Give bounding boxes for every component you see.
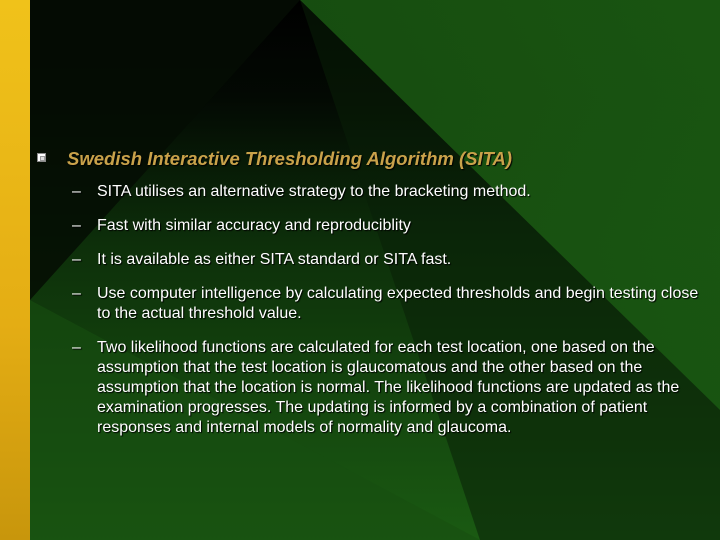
slide-heading: Swedish Interactive Thresholding Algorithm (SITA) xyxy=(67,148,513,169)
bullet-item xyxy=(72,182,712,202)
bullet-item xyxy=(72,338,712,438)
bullet-text: SITA utilises an alternative strategy to the bracketing method. xyxy=(97,183,531,200)
bullet-text: Use computer intelligence by calculating expected thresholds and begin testing close to the actual threshold value. xyxy=(97,285,699,322)
bullet-item xyxy=(72,284,712,324)
dash-marker: – xyxy=(72,285,81,302)
dash-marker: – xyxy=(72,183,81,200)
left-accent-band xyxy=(0,0,30,540)
bullet-text: It is available as either SITA standard or SITA fast. xyxy=(97,251,452,268)
bullet-text: Fast with similar accuracy and reproduciblity xyxy=(97,217,411,234)
bullet-item xyxy=(72,216,712,236)
bullet-list xyxy=(72,182,712,452)
dash-marker: – xyxy=(72,251,81,268)
dash-marker: – xyxy=(72,217,81,234)
dash-marker: – xyxy=(72,339,81,356)
bullet-item xyxy=(72,250,712,270)
bullet-text: Two likelihood functions are calculated for each test location, one based on the assumption that the test location is glaucomatous and the other based on the assumption that the location is normal. The likelihood functions are updated as the examination progresses. The updating is informed by a combination of patient responses and internal models of normality and glaucoma. xyxy=(97,339,680,436)
heading-row xyxy=(37,148,677,172)
checkbox-square-icon xyxy=(37,153,46,162)
